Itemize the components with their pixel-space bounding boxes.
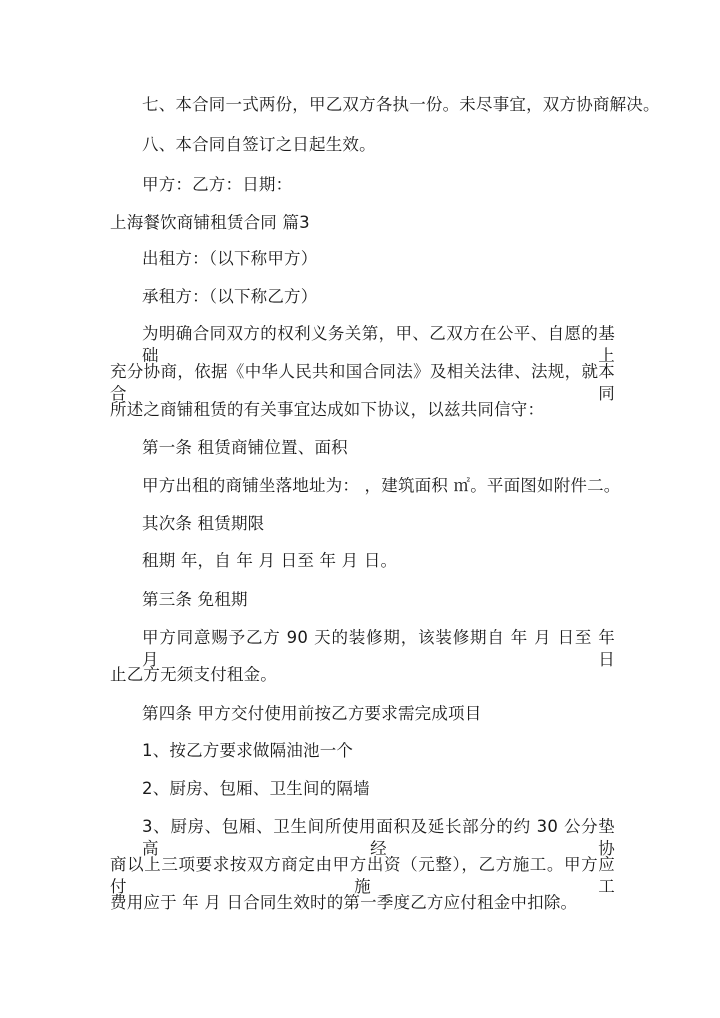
article-2-heading: 其次条 租赁期限: [142, 514, 265, 533]
preamble-line-2: 充分协商，依据《中华人民共和国合同法》及相关法律、法规，就本合同: [110, 362, 615, 403]
preamble-line-1: 为明确合同双方的权利义务关第，甲、乙双方在公平、自愿的基础上: [142, 324, 615, 365]
article-2-body: 租期 年，自 年 月 日至 年 月 日。: [142, 551, 398, 570]
signature-line: 甲方：乙方：日期：: [142, 175, 293, 194]
article-3-body-line-2: 止乙方无须支付租金。: [110, 665, 277, 684]
article-4-item-3-line-1: 3、厨房、包厢、卫生间所使用面积及延长部分的约 30 公分垫高经协: [142, 817, 615, 858]
contract-title: 上海餐饮商铺租赁合同 篇3: [110, 213, 310, 232]
article-1-heading: 第一条 租赁商铺位置、面积: [142, 438, 348, 457]
article-4-item-1: 1、按乙方要求做隔油池一个: [142, 741, 354, 760]
lessee-line: 承租方：（以下称乙方）: [142, 287, 318, 306]
article-4-item-2: 2、厨房、包厢、卫生间的隔墙: [142, 779, 370, 798]
clause-8: 八、本合同自签订之日起生效。: [142, 135, 376, 154]
lessor-line: 出租方：（以下称甲方）: [142, 249, 318, 268]
preamble-line-3: 所述之商铺租赁的有关事宜达成如下协议，以兹共同信守：: [110, 400, 545, 419]
article-4-item-3-line-2: 商以上三项要求按双方商定由甲方出资（元整），乙方施工。甲方应付施工: [110, 855, 615, 896]
article-3-heading: 第三条 免租期: [142, 590, 248, 609]
article-4-item-3-line-3: 费用应于 年 月 日合同生效时的第一季度乙方应付租金中扣除。: [110, 893, 578, 912]
article-4-heading: 第四条 甲方交付使用前按乙方要求需完成项目: [142, 704, 482, 723]
article-1-body: 甲方出租的商铺坐落地址为： ，建筑面积 ㎡。平面图如附件二。: [142, 476, 621, 495]
article-3-body-line-1: 甲方同意赐予乙方 90 天的装修期，该装修期自 年 月 日至 年 月 日: [142, 628, 615, 669]
clause-7: 七、本合同一式两份，甲乙双方各执一份。未尽事宜，双方协商解决。: [142, 95, 660, 114]
